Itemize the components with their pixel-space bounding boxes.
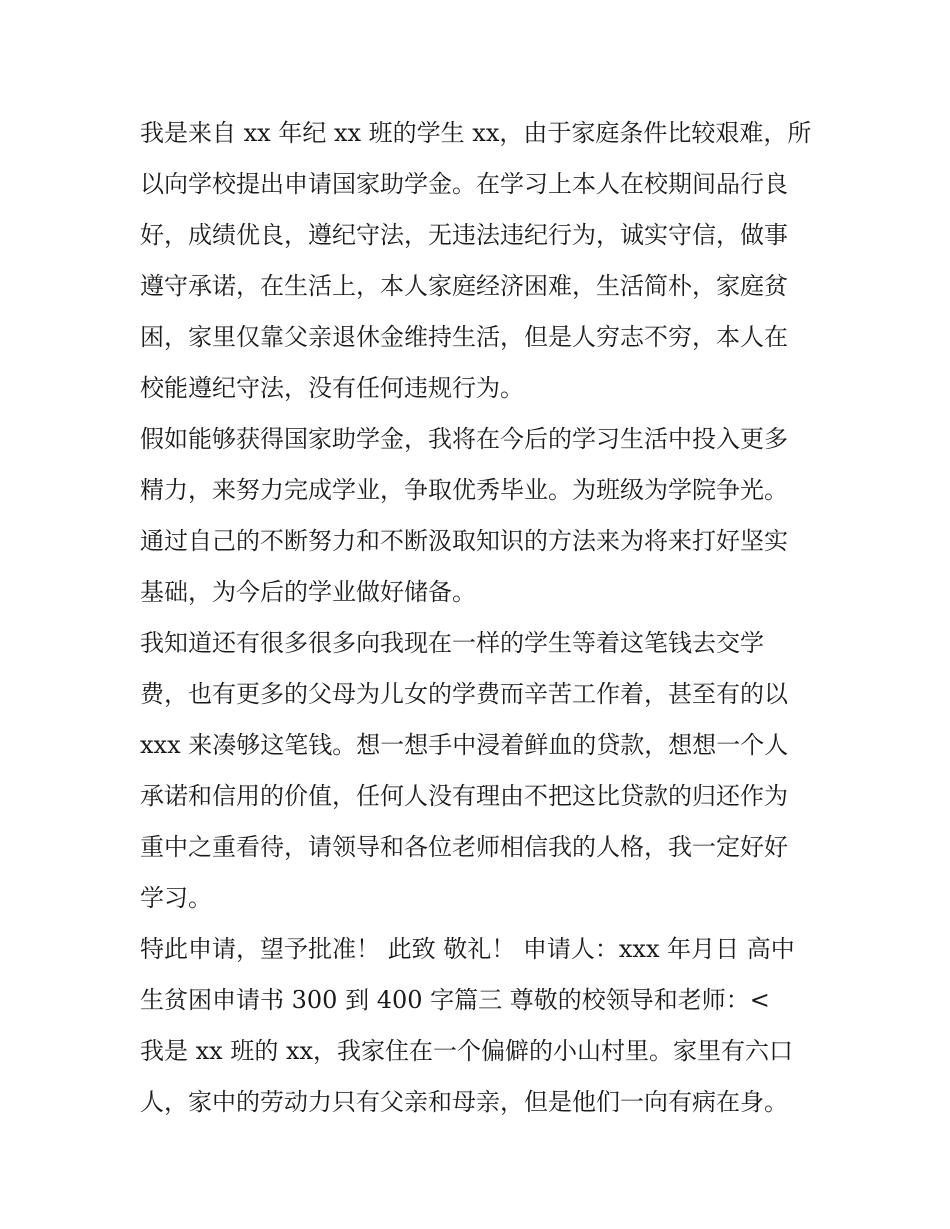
text-line: 特此申请，望予批准！ 此致 敬礼！ 申请人：xxx 年月日 高中 bbox=[140, 935, 795, 963]
text-line: 人，家中的劳动力只有父亲和母亲，但是他们一向有病在身。 bbox=[140, 1088, 788, 1116]
document-body bbox=[140, 108, 830, 1128]
text-line: 精力，来努力完成学业，争取优秀毕业。为班级为学院争光。 bbox=[140, 476, 788, 504]
text-line: 学习。 bbox=[140, 884, 212, 912]
text-line: 以向学校提出申请国家助学金。在学习上本人在校期间品行良 bbox=[140, 170, 788, 198]
text-line: 遵守承诺，在生活上，本人家庭经济困难，生活简朴，家庭贫 bbox=[140, 272, 788, 300]
text-line: 承诺和信用的价值，任何人没有理由不把这比贷款的归还作为 bbox=[140, 782, 788, 810]
text-line: 假如能够获得国家助学金，我将在今后的学习生活中投入更多 bbox=[140, 425, 788, 453]
text-line: 校能遵纪守法，没有任何违规行为。 bbox=[140, 374, 524, 402]
text-line: 我是 xx 班的 xx，我家住在一个偏僻的小山村里。家里有六口 bbox=[140, 1037, 794, 1065]
text-line: 通过自己的不断努力和不断汲取知识的方法来为将来打好坚实 bbox=[140, 527, 788, 555]
text-line: 费，也有更多的父母为儿女的学费而辛苦工作着，甚至有的以 bbox=[140, 680, 788, 708]
text-line: 困，家里仅靠父亲退休金维持生活，但是人穷志不穷，本人在 bbox=[140, 323, 788, 351]
text-line: 我知道还有很多很多向我现在一样的学生等着这笔钱去交学 bbox=[140, 629, 764, 657]
text-line: 基础，为今后的学业做好储备。 bbox=[140, 578, 476, 606]
text-line: 好，成绩优良，遵纪守法，无违法违纪行为，诚实守信，做事 bbox=[140, 221, 788, 249]
text-line: 生贫困申请书 300 到 400 字篇三 尊敬的校领导和老师：< bbox=[140, 986, 770, 1014]
text-line: xxx 来凑够这笔钱。想一想手中浸着鲜血的贷款，想想一个人 bbox=[140, 731, 789, 759]
text-line: 重中之重看待，请领导和各位老师相信我的人格，我一定好好 bbox=[140, 833, 788, 861]
text-line: 我是来自 xx 年纪 xx 班的学生 xx，由于家庭条件比较艰难，所 bbox=[140, 119, 812, 147]
